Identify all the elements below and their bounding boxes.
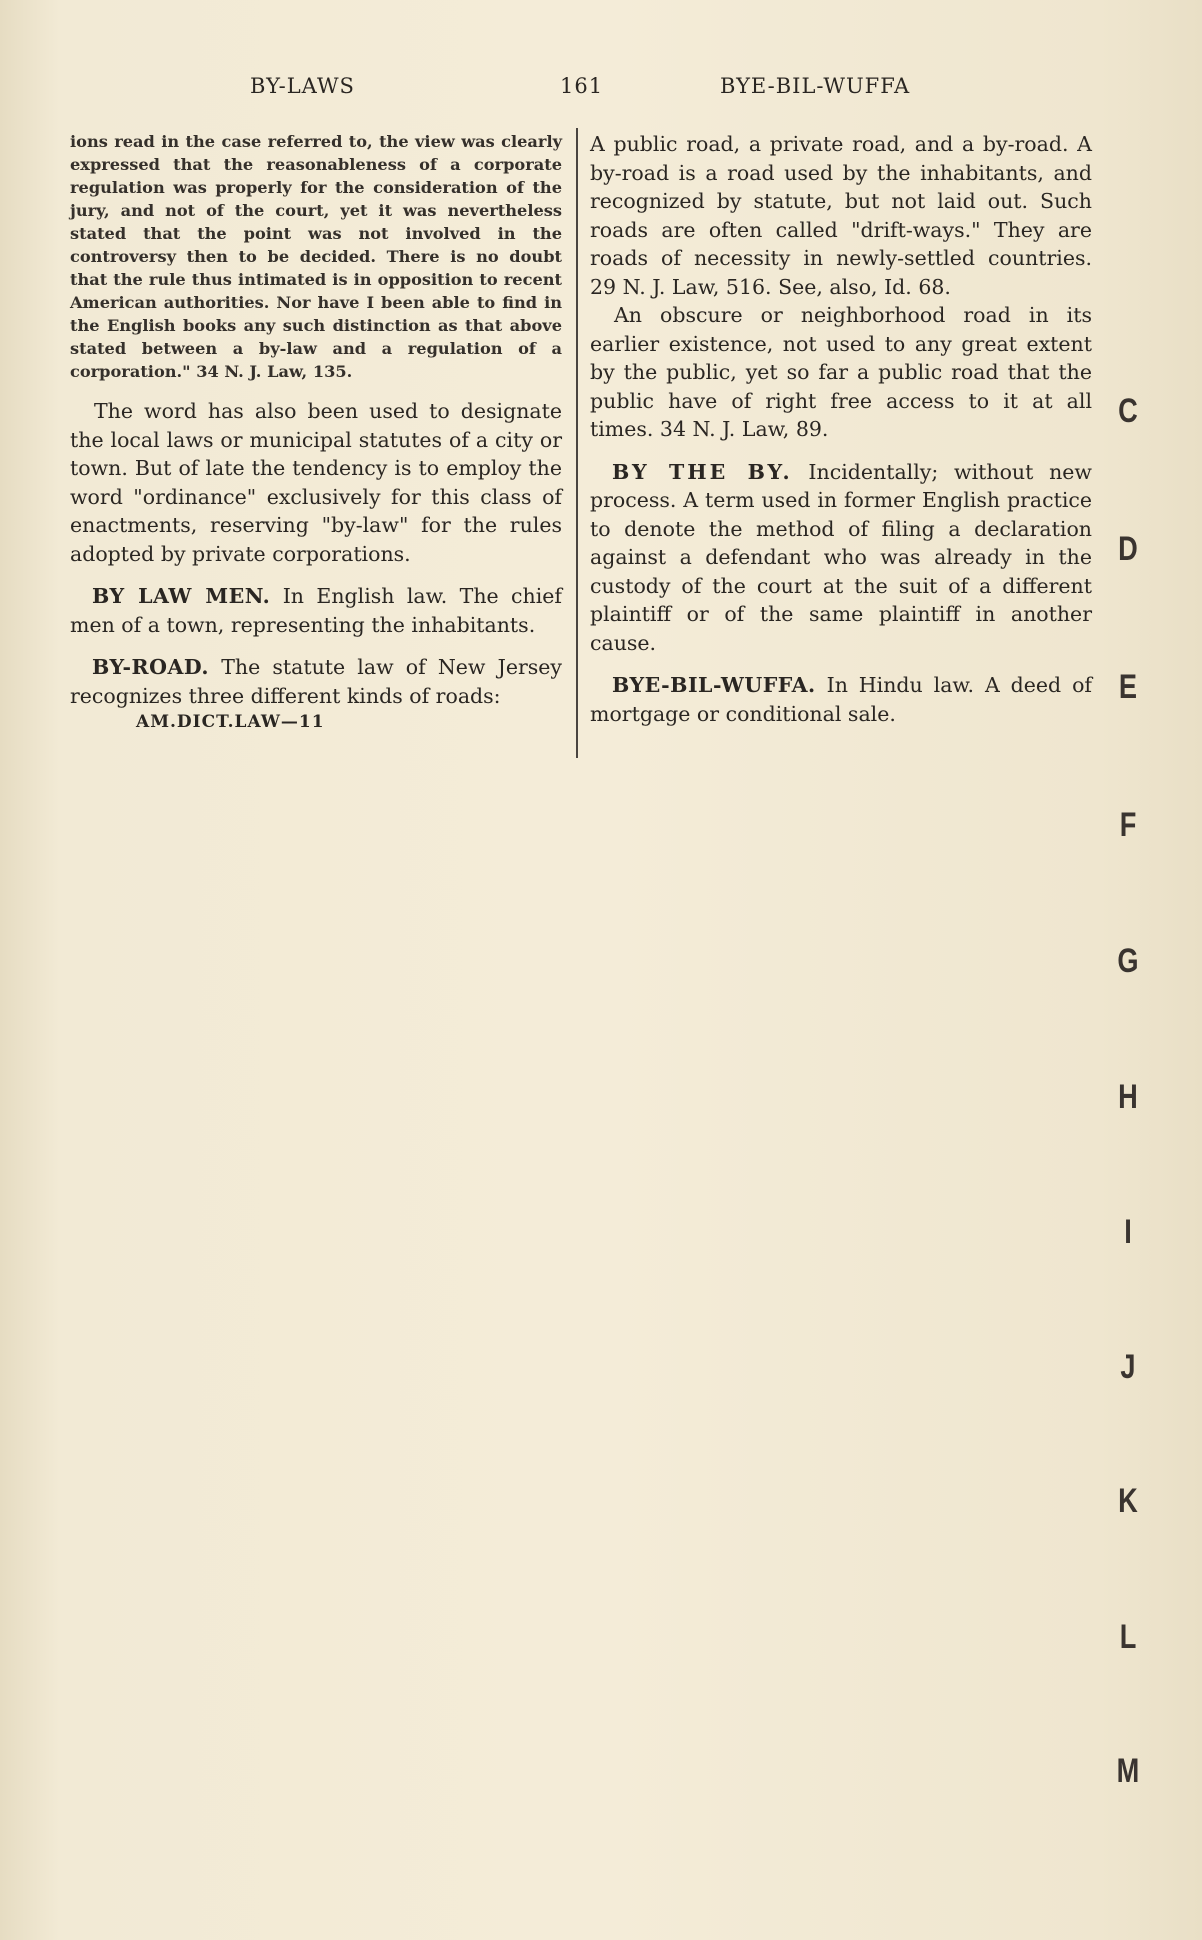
thumb-index-g[interactable]: G: [1117, 942, 1139, 980]
signature-mark: AM.DICT.LAW—11: [136, 712, 325, 732]
entry-bye-bil-wuffa: [590, 671, 1092, 728]
thumb-index-j[interactable]: J: [1120, 1348, 1136, 1386]
entry-by-road: [70, 653, 562, 710]
running-head-left: BY-LAWS: [250, 74, 355, 98]
entry-by-law-men: [70, 582, 562, 639]
thumb-index-i[interactable]: I: [1124, 1213, 1132, 1251]
running-head-right: BYE-BIL-WUFFA: [720, 74, 911, 98]
page-number: 161: [560, 74, 604, 98]
definition-bye-bil-wuffa: In Hindu law. A deed of mortgage or conditional sale.: [590, 673, 1092, 726]
column-divider: [576, 128, 578, 758]
headword-by-road: BY-ROAD.: [92, 655, 210, 679]
definition-by-the-by: Incidentally; without new process. A term used in former English practice to denote the method of filing a declaration against a defendant who was already in the custody of the court at the suit of a different plaintiff or of the same plaintiff in another cause.: [590, 459, 1092, 655]
headword-bye-bil-wuffa: BYE-BIL-WUFFA.: [612, 673, 816, 697]
headword-by-law-men: BY LAW MEN.: [92, 584, 271, 608]
definition-by-law-men: In English law. The chief men of a town, representing the inhabitants.: [70, 584, 562, 637]
left-column: [70, 130, 562, 732]
thumb-index-e[interactable]: E: [1118, 668, 1138, 706]
entry-by-the-by: [590, 458, 1092, 658]
thumb-index-m[interactable]: M: [1116, 1752, 1140, 1790]
headword-by-the-by: BY THE BY.: [612, 459, 793, 484]
by-road-continuation: A public road, a private road, and a by-road. A by-road is a road used by the inhabitants, and recognized by statute, but not laid out. Such roads are often called "drift-ways." They are roads of necessity in newly-settled countries. 29 N. J. Law, 516. See, also, Id. 68.: [590, 132, 1092, 299]
paragraph-ordinance: The word has also been used to designate the local laws or municipal statutes of a city or town. But of late the tendency is to employ the word "ordinance" exclusively for this class of enactments, reserving "by-law" for the rules adopted by private corporations.: [70, 399, 562, 566]
thumb-index-f[interactable]: F: [1119, 806, 1137, 844]
thumb-index-d[interactable]: D: [1118, 530, 1138, 568]
thumb-index-c[interactable]: C: [1118, 392, 1138, 430]
thumb-index-l[interactable]: L: [1119, 1618, 1137, 1656]
thumb-index-h[interactable]: H: [1118, 1078, 1138, 1116]
quoted-passage: ions read in the case referred to, the view was clearly expressed that the reasonableness of a corporate regulation was properly for the consideration of the jury, and not of the court, yet it was nevertheless stated that the point was not involved in the controversy then to be decided. There is no doubt that the rule thus intimated is in opposition to recent American authorities. Nor have I been able to find in the English books any such distinction as that above stated between a by-law and a regulation of a corporation." 34 N. J. Law, 135.: [70, 132, 562, 381]
thumb-index-k[interactable]: K: [1118, 1482, 1138, 1520]
definition-by-road: The statute law of New Jersey recognizes three different kinds of roads:: [70, 655, 562, 708]
paragraph-obscure-road: An obscure or neighborhood road in its earlier existence, not used to any great extent by the public, yet so far a public road that the public have of right free access to it at all times. 34 N. J. Law, 89.: [590, 303, 1092, 441]
right-column: [590, 130, 1092, 728]
